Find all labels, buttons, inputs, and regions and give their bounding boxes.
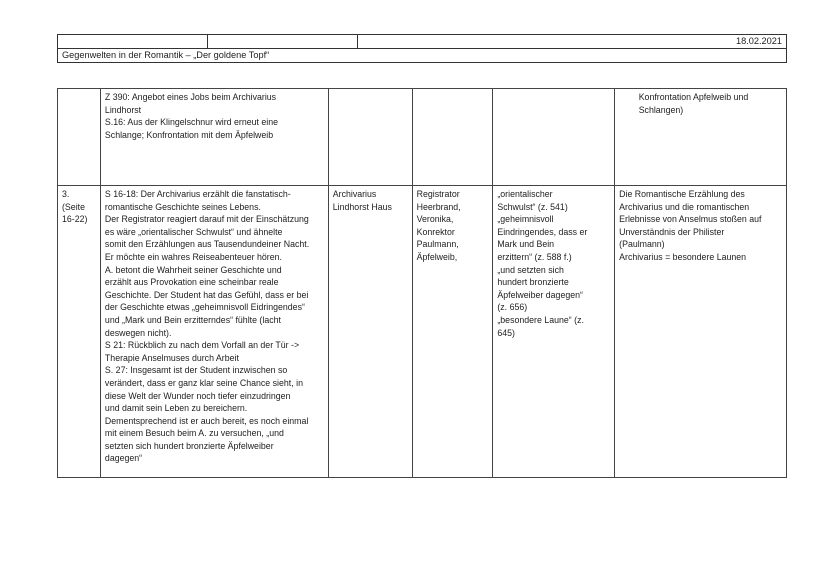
text-line: Erlebnisse von Anselmus stoßen auf [619, 214, 762, 225]
text-line: Äpfelweiber dagegen“ [497, 289, 583, 300]
text-line: Archivarius [332, 189, 377, 199]
text-line: mit einem Besuch beim A. zu versuchen, „und [104, 428, 284, 439]
table-row [58, 186, 787, 478]
text-line: 3. [62, 189, 70, 199]
text-line: somit den Erzählungen aus Tausendundeiner Nacht. [104, 239, 310, 250]
text-line: deswegen nicht). [104, 327, 172, 338]
analysis-table [57, 88, 787, 478]
cell-figuren [412, 89, 493, 186]
cell-inhalt [100, 89, 328, 186]
text-line: „geheimnisvoll [497, 214, 554, 225]
text-line: Archivarius und die romantischen [619, 201, 750, 212]
cell-inhalt [100, 186, 328, 478]
text-line: Schlange; Konfrontation mit dem Äpfelweib [104, 129, 274, 140]
header-row-date [58, 35, 787, 49]
cell-zitate [493, 186, 615, 478]
text-line: erzählt aus Provokation eine scheinbar reale [104, 277, 279, 288]
text-line: Konfrontation Apfelweib und [619, 92, 749, 102]
text-line: 16-22) [62, 214, 88, 225]
text-line: Therapie Anselmuses durch Arbeit [104, 352, 239, 363]
text-line: (Paulmann) [619, 239, 665, 250]
text-line: Die Romantische Erzählung des [619, 189, 745, 199]
text-line: Z 390: Angebot eines Jobs beim Archivarius [104, 92, 277, 102]
cell-abschnitt [58, 186, 101, 478]
cell-ort [328, 89, 412, 186]
table-row [58, 89, 787, 186]
text-line: Schwulst“ (z. 541) [497, 201, 568, 212]
text-line: es wäre „orientalischer Schwulst“ und ähnelte [104, 226, 283, 237]
cell-zitate [493, 89, 615, 186]
text-line: romantische Geschichte seines Lebens. [104, 201, 261, 212]
text-line: A. betont die Wahrheit seiner Geschichte und [104, 264, 282, 275]
text-line: Der Registrator reagiert darauf mit der Einschätzung [104, 214, 309, 225]
text-line: „orientalischer [497, 189, 553, 199]
text-line: dagegen“ [104, 453, 143, 464]
text-line: der Geschichte etwas „geheimnisvoll Eidringendes“ [104, 302, 305, 313]
header-date: 18.02.2021 [358, 35, 787, 49]
text-line: Paulmann, [416, 239, 459, 250]
text-line: S. 27: Insgesamt ist der Student inzwischen so [104, 365, 288, 376]
text-line: S 16-18: Der Archivarius erzählt die fanstatisch- [104, 189, 291, 199]
text-line: (z. 656) [497, 302, 528, 313]
text-line: Dementsprechend ist er auch bereit, es noch einmal [104, 415, 309, 426]
header-cell-empty-1 [58, 35, 208, 49]
text-line: Eindringendes, dass er [497, 226, 588, 237]
text-line: Unverständnis der Philister [619, 226, 725, 237]
text-line: „und setzten sich [497, 264, 564, 275]
text-line: Archivarius = besondere Launen [619, 251, 747, 262]
text-line: Mark und Bein [497, 239, 555, 250]
text-line: und „Mark und Bein erzitterndes“ fühlte (lacht [104, 314, 281, 325]
text-line: 645) [497, 327, 515, 338]
header-cell-empty-2 [208, 35, 358, 49]
text-line: verändert, dass er ganz klar seine Chance sieht, in [104, 377, 303, 388]
text-line: Konrektor [416, 226, 455, 237]
text-line: Schlangen) [619, 104, 684, 115]
text-line: Geschichte. Der Student hat das Gefühl, dass er bei [104, 289, 309, 300]
text-line: Lindhorst Haus [332, 201, 392, 212]
cell-abschnitt [58, 89, 101, 186]
text-line: Äpfelweib, [416, 251, 458, 262]
text-line: Veronika, [416, 214, 454, 225]
cell-deutung [615, 186, 787, 478]
header-row-title [58, 49, 787, 63]
text-line: „besondere Laune“ (z. [497, 314, 584, 325]
document-header [57, 34, 787, 63]
cell-deutung [615, 89, 787, 186]
text-line: (Seite [62, 201, 85, 212]
text-line: Registrator [416, 189, 460, 199]
header-title: Gegenwelten in der Romantik – „Der goldene Topf“ [58, 49, 787, 63]
text-line: setzten sich hundert bronzierte Äpfelweiber [104, 440, 274, 451]
text-line: diese Welt der Wunder noch tiefer einzudringen [104, 390, 291, 401]
text-line: S 21: Rückblich zu nach dem Vorfall an der Tür -> [104, 340, 300, 351]
cell-ort [328, 186, 412, 478]
text-line: Er möchte ein wahres Reiseabenteuer hören. [104, 251, 282, 262]
cell-figuren [412, 186, 493, 478]
text-line: erzittern“ (z. 588 f.) [497, 251, 572, 262]
text-line: S.16: Aus der Klingelschnur wird erneut eine [104, 117, 279, 128]
text-line: hundert bronzierte [497, 277, 569, 288]
text-line: Heerbrand, [416, 201, 461, 212]
text-line: und damit sein Leben zu bereichern. [104, 403, 248, 414]
text-line: Lindhorst [104, 104, 142, 115]
